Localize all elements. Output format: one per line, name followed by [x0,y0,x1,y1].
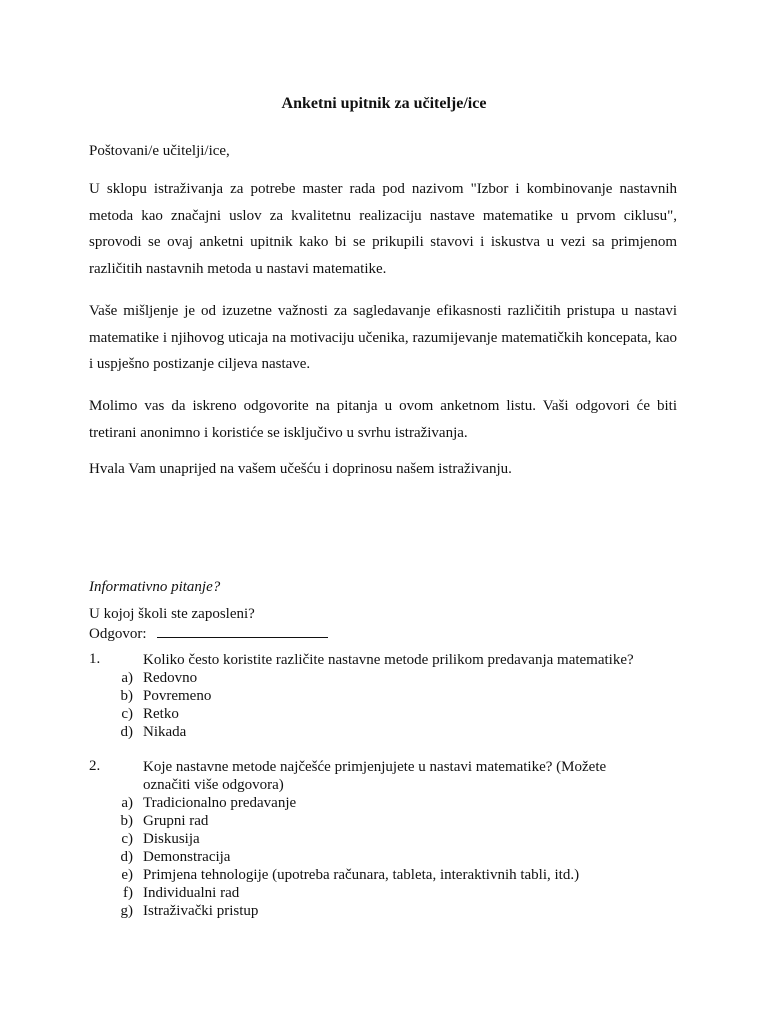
option-text: Grupni rad [143,813,209,829]
option-a[interactable] [89,669,689,687]
option-text: Primjena tehnologije (upotreba računara, tableta, interaktivnih tabli, itd.) [143,867,580,883]
intro-paragraph: U sklopu istraživanja za potrebe master rada pod nazivom "Izbor i kombinovanje nastavnih metoda kao značajni uslov za kvalitetnu realizaciju nastave matematike u prvom ciklusu", sprovodi se ovaj anketni upitnik kako bi se prikupili stavovi i iskustva u vezi sa primjenom različitih nastavnih metoda u nastavi matematike. [89,181,677,277]
instructions-paragraph: Molimo vas da iskreno odgovorite na pitanja u ovom anketnom listu. Vaši odgovori će biti tretirani anonimno i koristiće se isključivo u svrhu istraživanja. [89,398,677,441]
greeting: Poštovani/e učitelji/ice, [89,143,230,159]
answer-line[interactable] [157,625,328,638]
option-d[interactable] [89,848,689,866]
option-letter: f) [123,885,133,901]
answer-row [89,625,328,643]
question-text: Koliko često koristite različite nastavne metode prilikom predavanja matematike? [143,652,634,668]
question-2 [89,758,649,794]
option-text: Istraživački pristup [143,903,259,919]
question-text-line-1: Koje nastavne metode najčešće primjenjujete u nastavi matematike? (Možete [143,759,607,775]
informative-title: Informativno pitanje? [89,579,221,595]
option-text: Demonstracija [143,849,231,865]
question-number: 1. [89,651,101,667]
informative-question: U kojoj školi ste zaposleni? [89,606,255,622]
option-letter: g) [120,903,133,919]
option-text: Individualni rad [143,885,240,901]
question-1-options [89,669,689,741]
option-g[interactable] [89,902,689,920]
thanks-text: Hvala Vam unaprijed na vašem učešću i doprinosu našem istraživanju. [89,461,512,477]
importance-paragraph: Vaše mišljenje je od izuzetne važnosti za sagledavanje efikasnosti različitih pristupa u nastavi matematike i njihovog uticaja na motivaciju učenika, razumijevanje matematičkih koncepata, kao i uspješno postizanje ciljeva nastave. [89,303,677,372]
option-letter: c) [121,706,133,722]
option-text: Tradicionalno predavanje [143,795,297,811]
question-1 [89,651,649,669]
option-letter: b) [120,813,133,829]
question-2-options [89,794,689,920]
option-c[interactable] [89,830,689,848]
option-a[interactable] [89,794,689,812]
question-text-line-2: označiti više odgovora) [143,777,284,793]
option-e[interactable] [89,866,689,884]
option-letter: d) [120,724,133,740]
option-letter: b) [120,688,133,704]
option-letter: e) [121,867,133,883]
option-text: Retko [143,706,179,722]
question-number: 2. [89,758,101,774]
option-letter: a) [121,670,133,686]
option-letter: a) [121,795,133,811]
option-text: Nikada [143,724,187,740]
option-text: Povremeno [143,688,212,704]
answer-label: Odgovor: [89,626,147,642]
option-b[interactable] [89,812,689,830]
option-text: Diskusija [143,831,200,847]
option-letter: d) [120,849,133,865]
option-letter: c) [121,831,133,847]
option-b[interactable] [89,687,689,705]
option-c[interactable] [89,705,689,723]
option-text: Redovno [143,670,198,686]
option-f[interactable] [89,884,689,902]
option-d[interactable] [89,723,689,741]
document-title: Anketni upitnik za učitelje/ice [281,95,487,112]
